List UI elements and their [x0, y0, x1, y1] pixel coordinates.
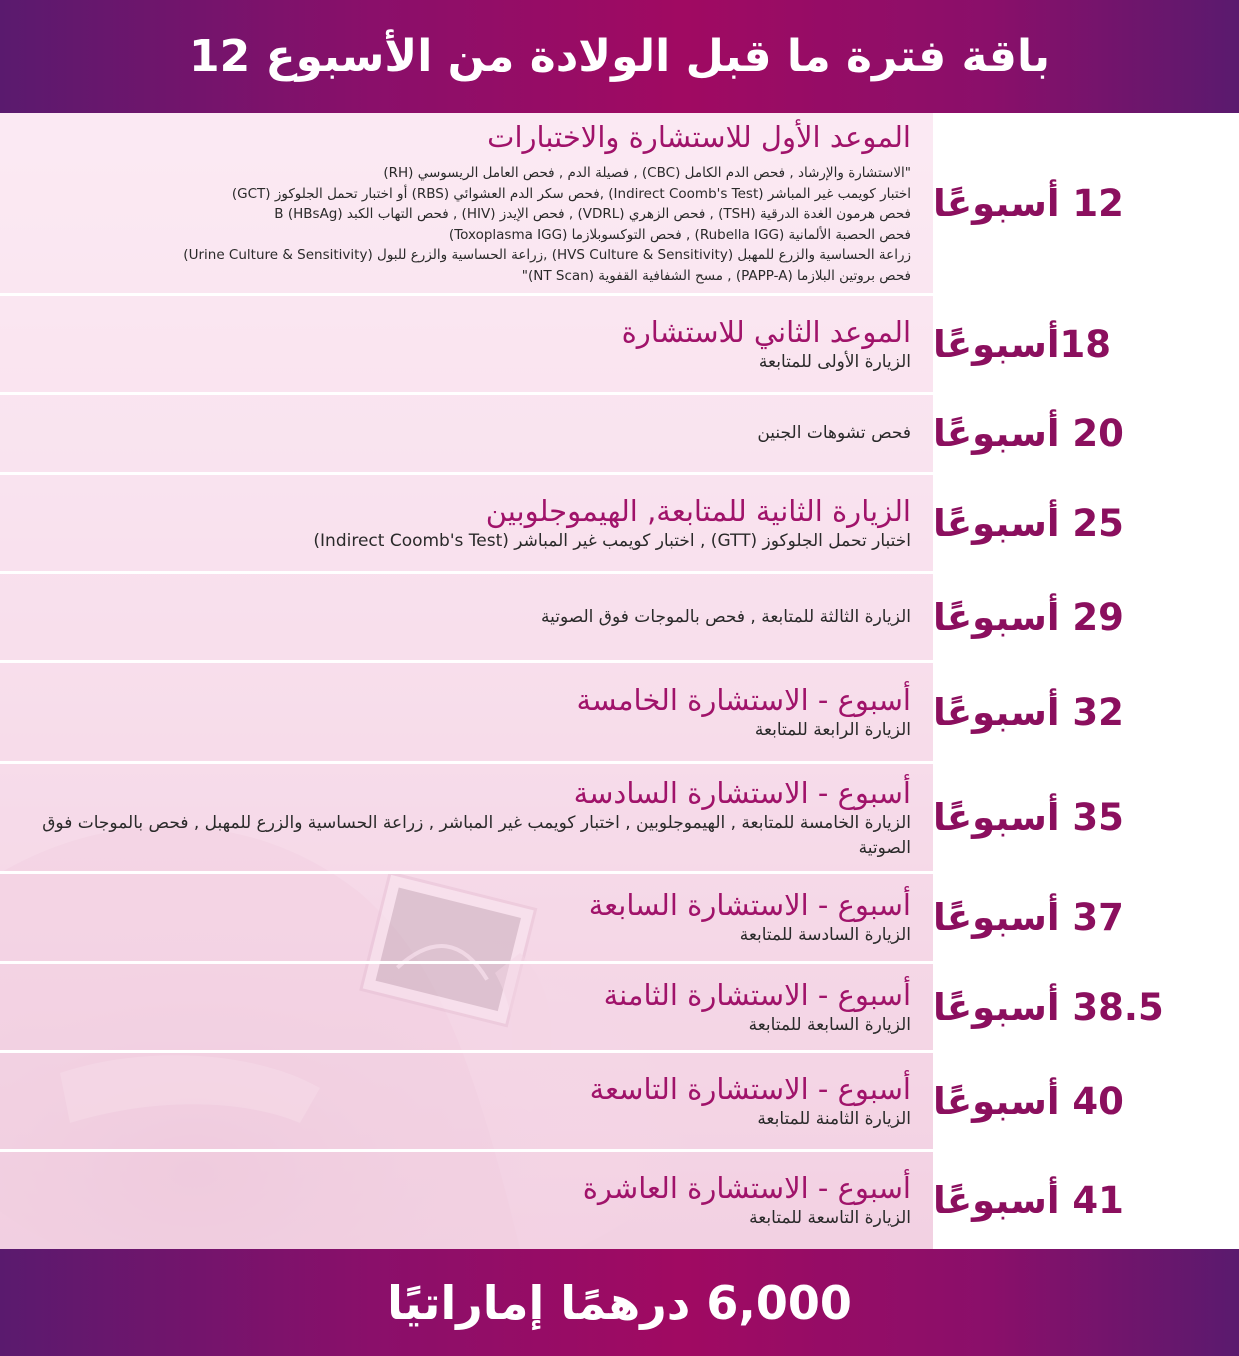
table-row — [0, 1152, 1239, 1249]
schedule-table — [0, 113, 1239, 1249]
row-title: أسبوع - الاستشارة التاسعة — [589, 1071, 911, 1106]
table-row — [0, 964, 1239, 1053]
week-label: 25 أسبوعًا — [933, 501, 1124, 545]
row-title: الموعد الأول للاستشارة والاختبارات — [487, 120, 911, 154]
week-label: 12 أسبوعًا — [933, 181, 1124, 225]
row-detail: الزيارة السادسة للمتابعة — [739, 925, 911, 946]
week-cell — [933, 1152, 1239, 1249]
row-title: أسبوع - الاستشارة الثامنة — [603, 977, 911, 1012]
week-label: 29 أسبوعًا — [933, 595, 1124, 639]
row-detail: الزيارة الخامسة للمتابعة , الهيموجلوبين , اختبار كويمب غير المباشر , زراعة الحساسية والزرع للمهبل , فحص بالموجات فوق الصوتية — [42, 812, 911, 858]
week-cell — [933, 663, 1239, 761]
row-content — [0, 113, 933, 293]
row-title: أسبوع - الاستشارة الخامسة — [576, 682, 911, 717]
row-detail: "الاستشارة والإرشاد , فحص الدم الكامل (CBC) , فصيلة الدم , فحص العامل الريسوسي (RH) اختبار كويمب غير المباشر (Indirect Coomb's Test) ,فحص سكر الدم العشوائي (RBS) أو اختبار تحمل الجلوكوز (GCT) فحص هرمون الغدة الدرقية (TSH) , فحص الزهري (VDRL) , فحص الإيدز (HIV) , فحص التهاب الكبد B (HBsAg) فحص الحصبة الألمانية (Rubella IGG) , فحص التوكسوبلازما (Toxoplasma IGG) زراعة الحساسية والزرع للمهبل (HVS Culture & Sensitivity) ,زراعة الحساسية والزرع للبول (Urine Culture & Sensitivity) فحص بروتين البلازما (PAPP-A) , مسح الشفافية القفوية (NT Scan)" — [183, 165, 911, 284]
row-content — [0, 1053, 933, 1149]
week-label: 40 أسبوعًا — [933, 1079, 1124, 1123]
page-header — [0, 0, 1239, 113]
row-detail: اختبار تحمل الجلوكوز (GTT) , اختبار كويمب غير المباشر (Indirect Coomb's Test) — [313, 530, 911, 551]
row-content — [0, 764, 933, 871]
row-content — [0, 296, 933, 392]
row-detail: الزيارة الرابعة للمتابعة — [754, 719, 911, 740]
row-content — [0, 874, 933, 961]
week-label: 37 أسبوعًا — [933, 896, 1124, 939]
row-detail: الزيارة التاسعة للمتابعة — [749, 1208, 911, 1229]
week-label: 41 أسبوعًا — [933, 1179, 1124, 1222]
row-title: الزيارة الثانية للمتابعة, الهيموجلوبين — [485, 493, 911, 528]
table-row — [0, 296, 1239, 395]
week-cell — [933, 764, 1239, 871]
week-label: 38.5 أسبوعًا — [933, 985, 1164, 1029]
table-row — [0, 475, 1239, 574]
week-label: 18أسبوعًا — [933, 322, 1112, 366]
row-title: أسبوع - الاستشارة السادسة — [573, 775, 911, 810]
row-content — [0, 395, 933, 472]
table-row — [0, 113, 1239, 296]
row-title: الموعد الثاني للاستشارة — [621, 314, 911, 349]
week-label: 32 أسبوعًا — [933, 690, 1124, 734]
week-cell — [933, 874, 1239, 961]
row-title: أسبوع - الاستشارة العاشرة — [582, 1171, 911, 1206]
price-footer — [0, 1249, 1239, 1356]
table-row — [0, 874, 1239, 964]
week-cell — [933, 113, 1239, 293]
week-cell — [933, 475, 1239, 571]
table-row — [0, 395, 1239, 475]
row-detail: فحص تشوهات الجنين — [757, 423, 911, 444]
week-cell — [933, 296, 1239, 392]
row-detail: الزيارة الأولى للمتابعة — [758, 351, 911, 372]
row-detail: الزيارة الثالثة للمتابعة , فحص بالموجات فوق الصوتية — [541, 606, 911, 627]
week-cell — [933, 395, 1239, 472]
row-title: أسبوع - الاستشارة السابعة — [588, 888, 911, 923]
table-row — [0, 663, 1239, 764]
table-row — [0, 1053, 1239, 1152]
table-row — [0, 764, 1239, 874]
row-content — [0, 964, 933, 1050]
week-cell — [933, 574, 1239, 660]
row-content — [0, 475, 933, 571]
row-content — [0, 663, 933, 761]
table-row — [0, 574, 1239, 663]
week-cell — [933, 1053, 1239, 1149]
package-price: 6,000 درهمًا إماراتيًا — [387, 1275, 852, 1330]
row-content — [0, 1152, 933, 1249]
row-content — [0, 574, 933, 660]
week-label: 20 أسبوعًا — [933, 412, 1124, 455]
week-label: 35 أسبوعًا — [933, 796, 1124, 839]
page-title: باقة فترة ما قبل الولادة من الأسبوع 12 — [189, 31, 1050, 82]
row-detail: الزيارة السابعة للمتابعة — [748, 1014, 911, 1035]
row-detail: الزيارة الثامنة للمتابعة — [757, 1108, 911, 1129]
week-cell — [933, 964, 1239, 1050]
